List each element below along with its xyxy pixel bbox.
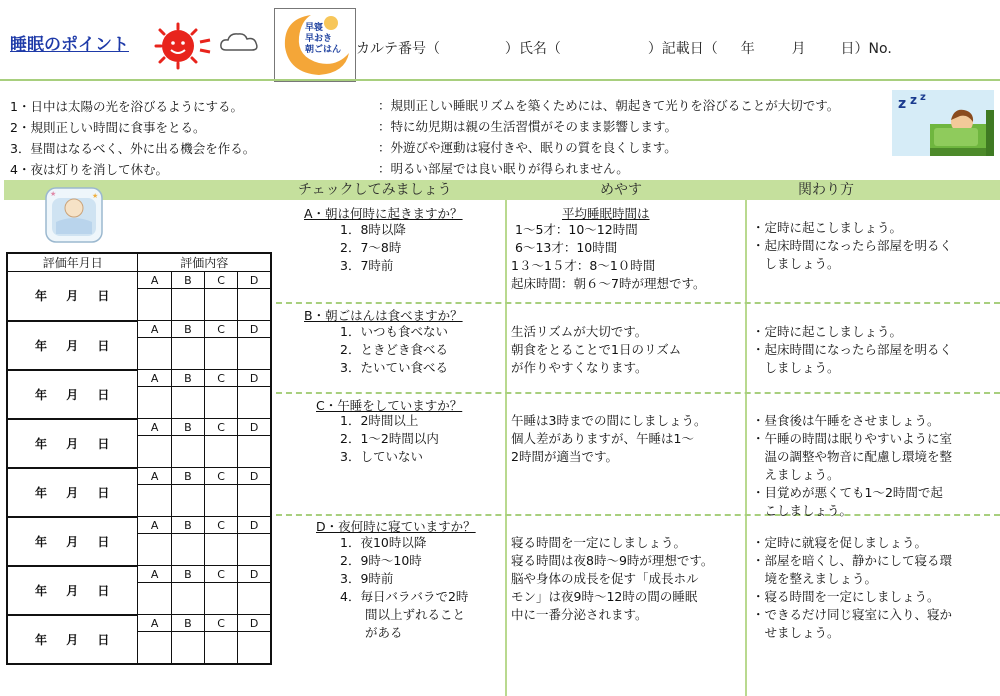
grade-check-cell[interactable] <box>238 436 271 468</box>
guide-b <box>511 323 681 377</box>
grade-label: B <box>171 566 204 583</box>
option: 2．ときどき食べる <box>340 342 448 357</box>
page-title: 睡眠のポイント <box>10 35 129 55</box>
guide-line: 寝る時間を一定にしましょう。 <box>511 535 687 550</box>
question-b: B・朝ごはんは食べますか？ <box>304 308 463 323</box>
grade-label: A <box>138 419 171 436</box>
grade-label: C <box>204 370 237 387</box>
section-divider-ab <box>276 302 1000 304</box>
year-label: 年 <box>740 41 755 57</box>
grade-check-cell[interactable] <box>171 387 204 419</box>
karte-line <box>356 38 892 58</box>
sun-icon <box>152 20 218 70</box>
grade-label: D <box>238 468 271 485</box>
grade-label: D <box>238 566 271 583</box>
grade-label: A <box>138 615 171 632</box>
grade-label: C <box>204 566 237 583</box>
option: 3．9時前 <box>340 571 394 586</box>
guide-c <box>511 412 706 466</box>
grade-check-cell[interactable] <box>138 289 171 321</box>
grade-label: C <box>204 419 237 436</box>
svg-text:★: ★ <box>50 190 57 198</box>
guide-line: 午睡は3時までの間にしましょう。 <box>511 413 707 428</box>
option: 3．7時前 <box>340 258 394 273</box>
grade-check-cell[interactable] <box>204 534 237 566</box>
action-line: しましょう。 <box>752 256 840 271</box>
grade-check-cell[interactable] <box>138 632 171 664</box>
guide-header: めやす <box>600 182 642 198</box>
grade-check-cell[interactable] <box>204 338 237 370</box>
record-date-label: ）記載日（ <box>647 41 718 57</box>
option: 2．1～2時間以内 <box>340 431 439 446</box>
eval-date-cell[interactable]: 年 月 日 <box>7 370 138 419</box>
grade-label: A <box>138 272 171 289</box>
grade-label: D <box>238 517 271 534</box>
grade-label: A <box>138 566 171 583</box>
eval-date-cell[interactable]: 年 月 日 <box>7 615 138 664</box>
option: 2．7～8時 <box>340 240 402 255</box>
day-no-label: 日）No. <box>840 41 892 57</box>
action-line: ・起床時間になったら部屋を明るく <box>752 342 953 357</box>
eval-date-cell[interactable]: 年 月 日 <box>7 517 138 566</box>
action-line: こしましょう。 <box>752 503 853 518</box>
grade-label: C <box>204 272 237 289</box>
option: 4．毎日バラバラで2時 <box>340 589 469 604</box>
guide-line: 生活リズムが大切です。 <box>511 324 648 339</box>
options-a <box>340 221 406 275</box>
grade-label: D <box>238 321 271 338</box>
guide-line: 2時間が適当です。 <box>511 449 618 464</box>
option: 1．夜10時以降 <box>340 535 427 550</box>
action-a <box>752 219 952 273</box>
guide-d <box>511 534 713 624</box>
grade-label: A <box>138 517 171 534</box>
guide-a <box>511 221 705 293</box>
option: 3．たいてい食べる <box>340 360 448 375</box>
column-divider-1 <box>505 200 507 696</box>
evaluation-table <box>6 252 272 665</box>
svg-text:★: ★ <box>92 192 99 200</box>
grade-label: B <box>171 321 204 338</box>
header-divider <box>0 79 1000 81</box>
action-line: 境を整えましょう。 <box>752 571 878 586</box>
action-c <box>752 412 952 520</box>
point-4-note: ：明るい部屋では良い眠りが得られません。 <box>378 161 629 176</box>
option: 間以上ずれること <box>340 607 466 622</box>
svg-text:z: z <box>910 93 917 107</box>
action-line: ・起床時間になったら部屋を明るく <box>752 238 953 253</box>
grade-label: D <box>238 419 271 436</box>
cloud-icon <box>218 30 260 54</box>
karte-number-label: カルテ番号（ <box>356 41 440 57</box>
guide-line: 個人差がありますが、午睡は1～ <box>511 431 694 446</box>
sleeping-child-icon <box>890 90 996 158</box>
guide-line: 寝る時間は夜8時～9時が理想です。 <box>511 553 714 568</box>
grade-check-cell[interactable] <box>204 289 237 321</box>
eval-date-cell[interactable]: 年 月 日 <box>7 566 138 615</box>
grade-check-cell[interactable] <box>204 485 237 517</box>
point-4-label: 4・夜は灯りを消して休む。 <box>10 162 168 177</box>
grade-label: B <box>171 370 204 387</box>
guide-line: 朝食をとることで1日のリズム <box>511 342 682 357</box>
grade-label: D <box>238 272 271 289</box>
month-label: 月 <box>791 41 806 57</box>
point-2-note: ：特に幼児期は親の生活習慣がそのまま影響します。 <box>378 119 678 134</box>
grade-label: C <box>204 615 237 632</box>
grade-check-cell[interactable] <box>238 387 271 419</box>
grade-check-cell[interactable] <box>171 583 204 615</box>
guide-line: モン」は夜9時～12時の間の睡眠 <box>511 589 698 604</box>
guide-line: 6～13才：10時間 <box>515 240 618 255</box>
question-a: A・朝は何時に起きますか？ <box>304 206 463 221</box>
sleeping-baby-icon <box>38 184 110 246</box>
grade-check-cell[interactable] <box>171 338 204 370</box>
action-d <box>752 534 952 642</box>
guide-line: 中に一番分泌されます。 <box>511 607 648 622</box>
guide-line: 脳や身体の成長を促す「成長ホル <box>511 571 699 586</box>
grade-check-cell[interactable] <box>171 485 204 517</box>
grade-check-cell[interactable] <box>204 632 237 664</box>
action-line: 温の調整や物音に配慮し環境を整 <box>752 449 953 464</box>
options-d <box>340 534 468 642</box>
option: 2．9時～10時 <box>340 553 422 568</box>
action-line: ・寝る時間を一定にしましょう。 <box>752 589 940 604</box>
action-line: ・昼食後は午睡をさせましょう。 <box>752 413 940 428</box>
point-3-note: ：外遊びや運動は寝付きや、眠りの質を良くします。 <box>378 140 677 155</box>
grade-check-cell[interactable] <box>138 338 171 370</box>
point-2-label: 2・規則正しい時間に食事をとる。 <box>10 120 206 135</box>
action-header: 関わり方 <box>798 182 854 198</box>
grade-check-cell[interactable] <box>171 289 204 321</box>
svg-text:z: z <box>898 96 907 112</box>
eval-content-header: 評価内容 <box>138 253 271 272</box>
action-line: ・定時に起こしましょう。 <box>752 220 903 235</box>
eval-date-cell[interactable]: 年 月 日 <box>7 419 138 468</box>
grade-label: B <box>171 468 204 485</box>
column-divider-2 <box>745 200 747 696</box>
grade-label: D <box>238 370 271 387</box>
grade-label: B <box>171 615 204 632</box>
option: 3．していない <box>340 449 423 464</box>
action-line: しましょう。 <box>752 360 840 375</box>
grade-label: B <box>171 517 204 534</box>
action-b <box>752 323 952 377</box>
action-line: ・部屋を暗くし、静かにして寝る環 <box>752 553 953 568</box>
guide-line: 1～5才：10～12時間 <box>515 222 638 237</box>
grade-label: A <box>138 370 171 387</box>
grade-check-cell[interactable] <box>204 387 237 419</box>
grade-label: B <box>171 419 204 436</box>
grade-check-cell[interactable] <box>204 583 237 615</box>
logo-frame <box>274 8 356 82</box>
grade-check-cell[interactable] <box>138 485 171 517</box>
check-header: チェックしてみましょう <box>298 182 452 198</box>
grade-check-cell[interactable] <box>138 387 171 419</box>
eval-date-cell[interactable]: 年 月 日 <box>7 321 138 370</box>
grade-check-cell[interactable] <box>171 632 204 664</box>
guide-line: 起床時間：朝６～7時が理想です。 <box>511 276 706 291</box>
action-line: ・定時に起こしましょう。 <box>752 324 903 339</box>
logo-text-3: 朝ごはん <box>305 45 342 55</box>
action-line: ・目覚めが悪くても1～2時間で起 <box>752 485 943 500</box>
option: 1．2時間以上 <box>340 413 419 428</box>
logo-text-2: 早おき <box>305 34 333 44</box>
grade-check-cell[interactable] <box>238 485 271 517</box>
svg-text:z: z <box>920 92 926 103</box>
grade-check-cell[interactable] <box>238 583 271 615</box>
eval-date-cell[interactable]: 年 月 日 <box>7 272 138 321</box>
grade-check-cell[interactable] <box>138 436 171 468</box>
guide-line: 1３～1５才：8～1０時間 <box>511 258 656 273</box>
guide-line: が作りやすくなります。 <box>511 360 648 375</box>
options-c <box>340 412 439 466</box>
grade-label: C <box>204 321 237 338</box>
eval-date-header: 評価年月日 <box>7 253 138 272</box>
logo-text-1: 早寝 <box>305 23 324 33</box>
grade-check-cell[interactable] <box>171 534 204 566</box>
grade-check-cell[interactable] <box>171 436 204 468</box>
action-line: ・午睡の時間は眠りやすいように室 <box>752 431 953 446</box>
grade-check-cell[interactable] <box>238 534 271 566</box>
grade-label: A <box>138 321 171 338</box>
guide-title-a: 平均睡眠時間は <box>562 206 650 221</box>
action-line: ・できるだけ同じ寝室に入り、寝か <box>752 607 953 622</box>
grade-check-cell[interactable] <box>204 436 237 468</box>
grade-label: A <box>138 468 171 485</box>
eval-date-cell[interactable]: 年 月 日 <box>7 468 138 517</box>
question-c: C・午睡をしていますか？ <box>316 398 463 413</box>
grade-label: D <box>238 615 271 632</box>
option: 1．いつも食べない <box>340 324 448 339</box>
option: 1．8時以降 <box>340 222 406 237</box>
grade-check-cell[interactable] <box>138 534 171 566</box>
action-line: せましょう。 <box>752 625 840 640</box>
point-1-note: ：規則正しい睡眠リズムを築くためには、朝起きて光りを浴びることが大切です。 <box>378 98 840 113</box>
patient-name-label: ）氏名（ <box>504 41 561 57</box>
action-line: えましょう。 <box>752 467 840 482</box>
action-line: ・定時に就寝を促しましょう。 <box>752 535 928 550</box>
section-divider-bc <box>276 392 1000 394</box>
point-3-label: 3．昼間はなるべく、外に出る機会を作る。 <box>10 141 256 156</box>
question-d: D・夜何時に寝ていますか？ <box>316 519 476 534</box>
grade-check-cell[interactable] <box>238 289 271 321</box>
grade-label: C <box>204 468 237 485</box>
grade-check-cell[interactable] <box>238 338 271 370</box>
grade-check-cell[interactable] <box>238 632 271 664</box>
point-1-label: 1・日中は太陽の光を浴びるようにする。 <box>10 99 243 114</box>
grade-label: C <box>204 517 237 534</box>
grade-check-cell[interactable] <box>138 583 171 615</box>
option: がある <box>340 625 403 640</box>
grade-label: B <box>171 272 204 289</box>
options-b <box>340 323 448 377</box>
